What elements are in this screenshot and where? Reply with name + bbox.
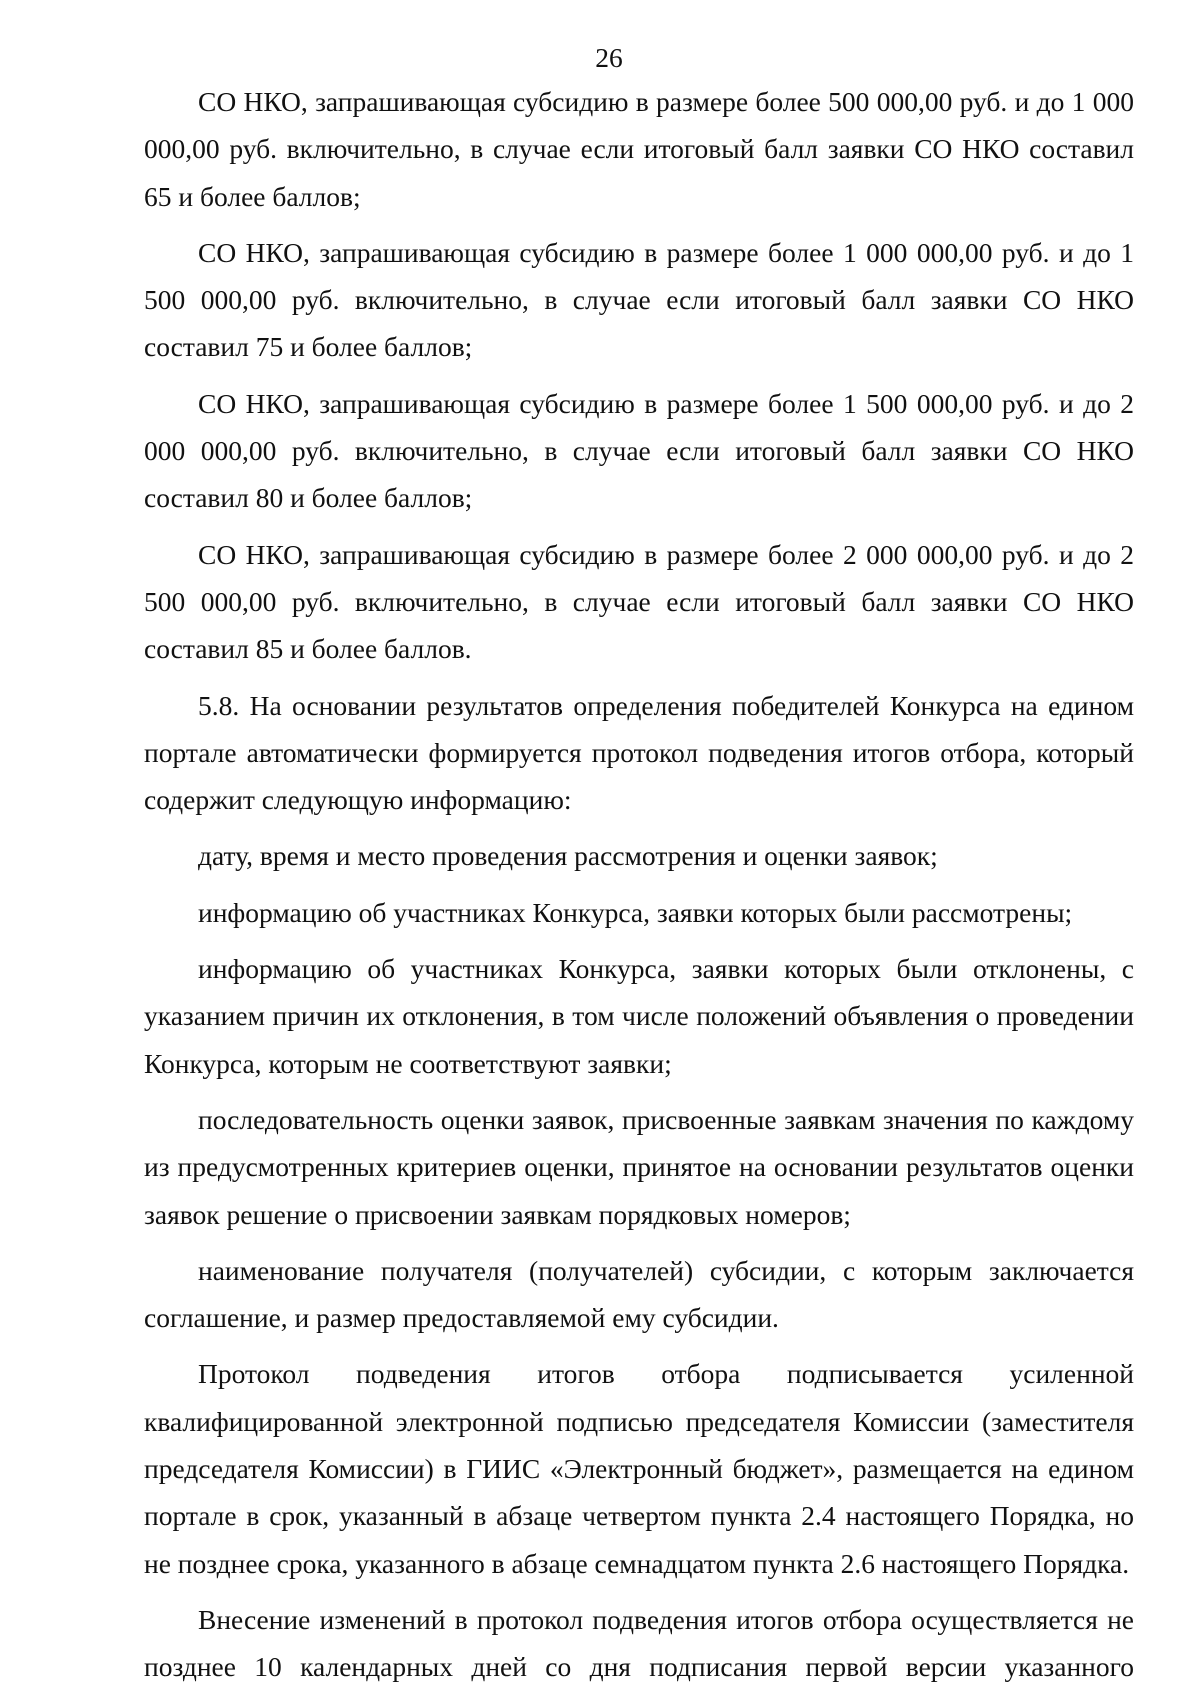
paragraph-protocol-item-rejected: информацию об участниках Конкурса, заявки которых были отклонены, с указанием причин их отклонения, в том числе положений объявления о проведении Конкурса, которым не соответствуют заявки; (144, 953, 1134, 1079)
paragraph-protocol-item-recipient: наименование получателя (получателей) субсидии, с которым заключается соглашение, и размер предоставляемой ему субсидии. (144, 1254, 1134, 1334)
paragraph-subsidy-tier-1: СО НКО, запрашивающая субсидию в размере более 500 000,00 руб. и до 1 000 000,00 руб. включительно, в случае если итоговый балл заявки СО НКО составил 65 и более баллов; (144, 86, 1134, 212)
paragraph-protocol-item-evaluation: последовательность оценки заявок, присвоенные заявкам значения по каждому из предусмотренных критериев оценки, принятое на основании результатов оценки заявок решение о присвоении заявкам порядковых номеров; (144, 1103, 1134, 1230)
paragraph-subsidy-tier-3: СО НКО, запрашивающая субсидию в размере более 1 500 000,00 руб. и до 2 000 000,00 руб. включительно, в случае если итоговый балл заявки СО НКО составил 80 и более баллов; (144, 387, 1134, 514)
paragraph-protocol-signing: Протокол подведения итогов отбора подписывается усиленной квалифицированной электронной подписью председателя Комиссии (заместителя председателя Комиссии) в ГИИС «Электронный бюджет», размещается на едином портале в срок, указанный в абзаце четвертом пункта 2.4 настоящего Порядка, но не позднее срока, указанного в абзаце семнадцатом пункта 2.6 настоящего Порядка. (144, 1358, 1134, 1579)
document-body (144, 78, 1134, 1691)
paragraph-protocol-amendments: Внесение изменений в протокол подведения итогов отбора осуществляется не позднее 10 календарных дней со дня подписания первой версии указанного (144, 1603, 1134, 1683)
paragraph-subsidy-tier-4: СО НКО, запрашивающая субсидию в размере более 2 000 000,00 руб. и до 2 500 000,00 руб. включительно, в случае если итоговый балл заявки СО НКО составил 85 и более баллов. (144, 538, 1134, 665)
paragraph-protocol-item-reviewed: информацию об участниках Конкурса, заявки которых были рассмотрены; (198, 896, 1073, 928)
paragraph-subsidy-tier-2: СО НКО, запрашивающая субсидию в размере более 1 000 000,00 руб. и до 1 500 000,00 руб. включительно, в случае если итоговый балл заявки СО НКО составил 75 и более баллов; (144, 236, 1134, 363)
paragraph-section-5-8: 5.8. На основании результатов определения победителей Конкурса на едином портале автоматически формируется протокол подведения итогов отбора, который содержит следующую информацию: (144, 689, 1134, 816)
page-number: 26 (595, 42, 623, 73)
paragraph-protocol-item-date: дату, время и место проведения рассмотрения и оценки заявок; (198, 840, 938, 872)
